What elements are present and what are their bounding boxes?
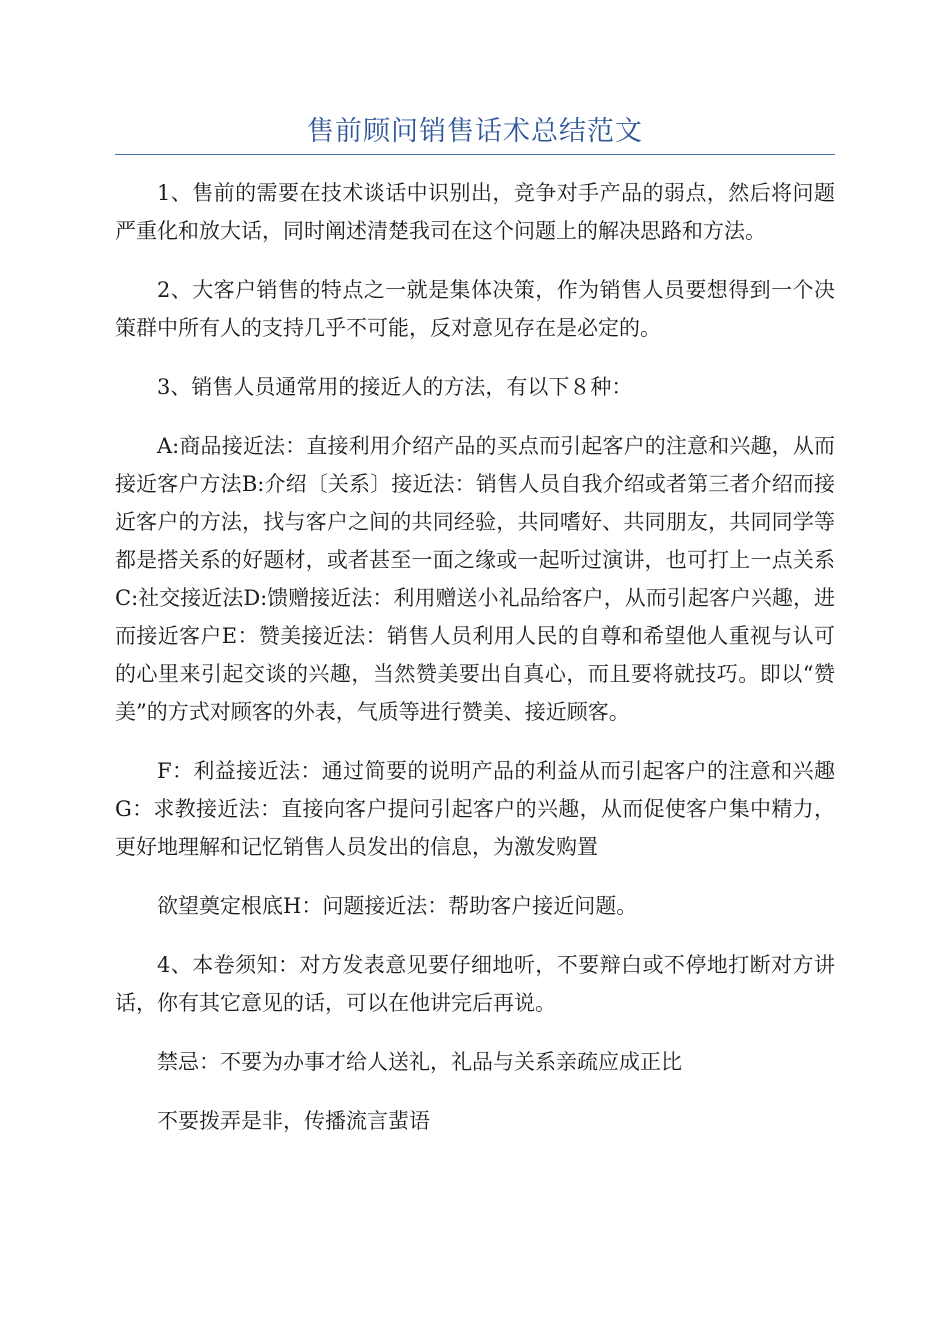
paragraph-6: 欲望奠定根底H：问题接近法：帮助客户接近问题。 (157, 894, 638, 918)
paragraph-5: F：利益接近法：通过简要的说明产品的利益从而引起客户的注意和兴趣G：求教接近法：直接向客户提问引起客户的兴趣，从而促使客户集中精力，更好地理解和记忆销售人员发出的信息，为激发购置 (115, 759, 835, 859)
paragraph-3: 3、销售人员通常用的接近人的方法，有以下８种： (157, 375, 633, 399)
paragraph-7: 4、本卷须知：对方发表意见要仔细地听，不要辩白或不停地打断对方讲话，你有其它意见的话，可以在他讲完后再说。 (115, 953, 835, 1015)
document-title: 售前顾问销售话术总结范文 (307, 116, 643, 147)
paragraph-8: 禁忌：不要为办事才给人送礼，礼品与关系亲疏应成正比 (157, 1050, 682, 1074)
document-body (115, 174, 835, 1161)
paragraph-4: A:商品接近法：直接利用介绍产品的买点而引起客户的注意和兴趣，从而接近客户方法B:介绍〔关系〕接近法：销售人员自我介绍或者第三者介绍而接近客户的方法，找与客户之间的共同经验，共同嗜好、共同朋友，共同同学等都是搭关系的好题材，或者甚至一面之缘或一起听过演讲，也可打上一点关系C:社交接近法D:馈赠接近法：利用赠送小礼品给客户，从而引起客户兴趣，进而接近客户E：赞美接近法：销售人员利用人民的自尊和希望他人重视与认可的心里来引起交谈的兴趣，当然赞美要出自真心，而且要将就技巧。即以“赞美”的方式对顾客的外表，气质等进行赞美、接近顾客。 (115, 434, 835, 724)
paragraph-9: 不要拨弄是非，传播流言蜚语 (157, 1109, 430, 1133)
paragraph-2: 2、大客户销售的特点之一就是集体决策，作为销售人员要想得到一个决策群中所有人的支持几乎不可能，反对意见存在是必定的。 (115, 278, 835, 340)
title-underline (115, 154, 835, 155)
paragraph-1: 1、售前的需要在技术谈话中识别出，竞争对手产品的弱点，然后将问题严重化和放大话，同时阐述清楚我司在这个问题上的解决思路和方法。 (115, 181, 835, 243)
